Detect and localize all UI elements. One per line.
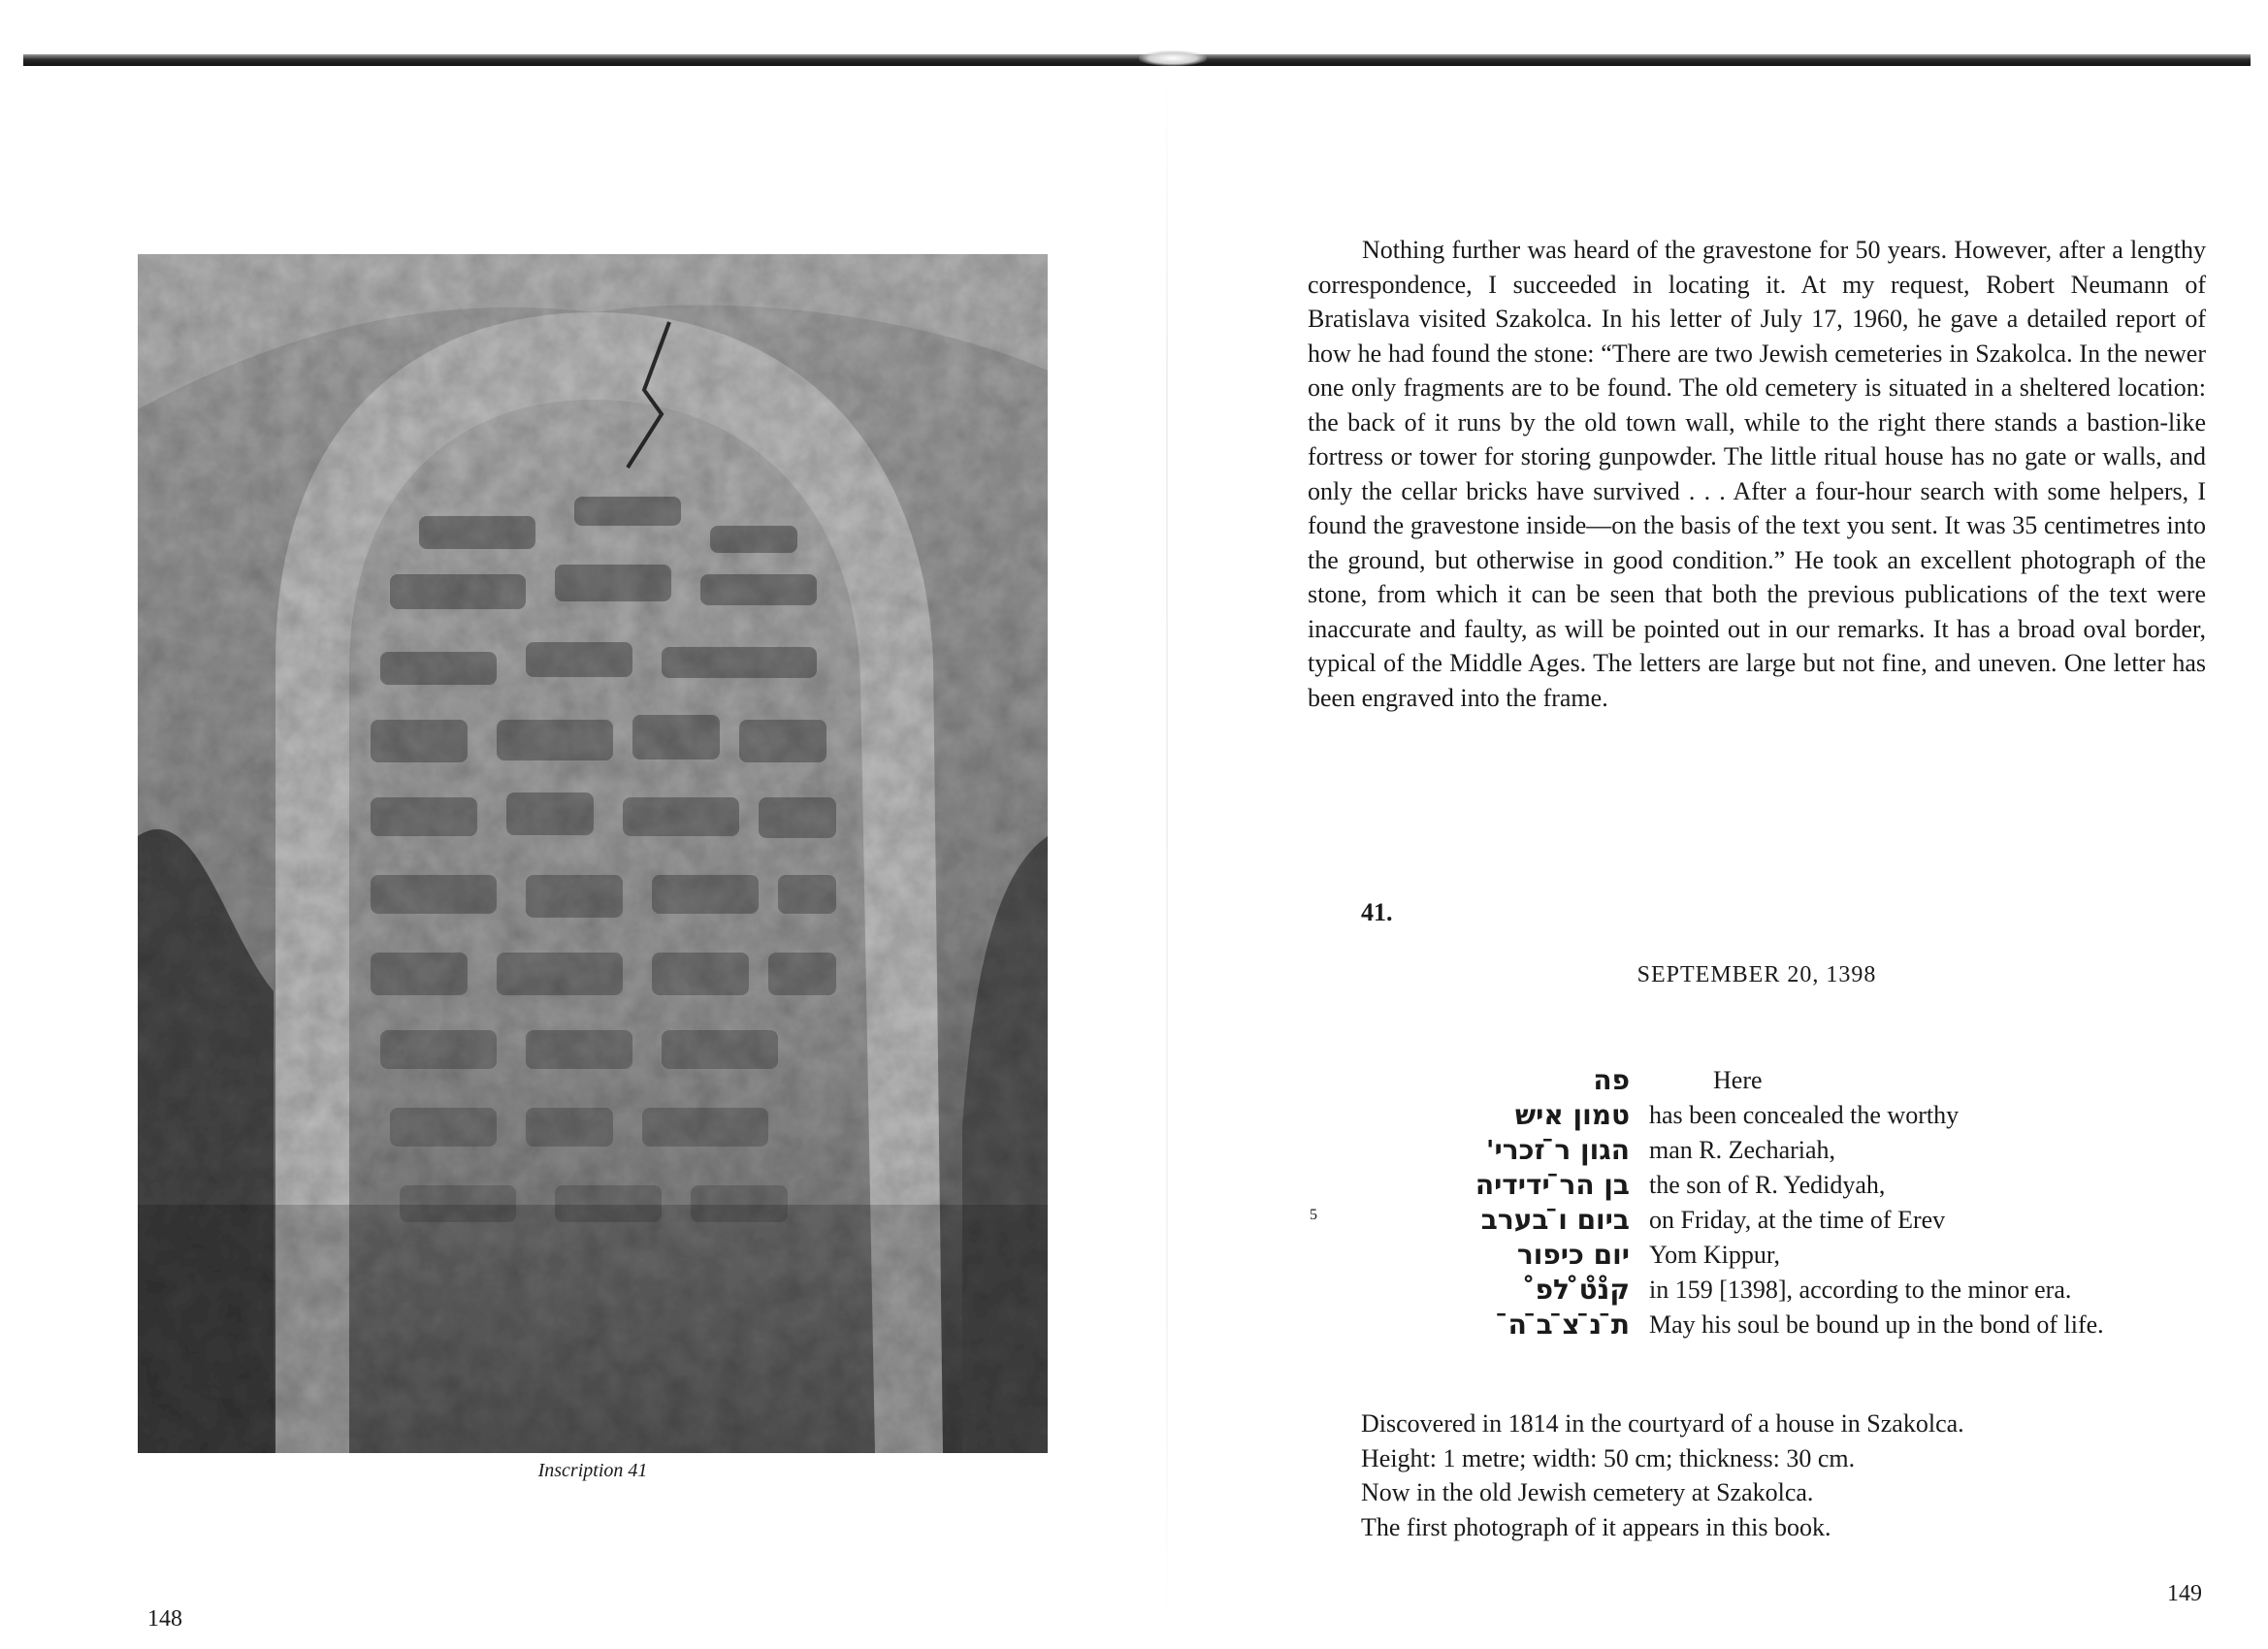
hebrew-text: בן הר̄ ידידיה xyxy=(1474,1169,1630,1201)
scan-glare xyxy=(1139,50,1207,66)
hebrew-text: ביום ו̄ בערב xyxy=(1480,1204,1630,1236)
english-translation: May his soul be bound up in the bond of life. xyxy=(1649,1310,2104,1339)
hebrew-text: הגון ר̄ זכרי' xyxy=(1485,1134,1630,1166)
page-number-left: 148 xyxy=(147,1606,182,1632)
note-line: Discovered in 1814 in the courtyard of a house in Szakolca. xyxy=(1361,1409,1964,1438)
entry-number: 41. xyxy=(1361,898,1393,926)
english-translation: Yom Kippur, xyxy=(1649,1241,1781,1269)
note-line: The first photograph of it appears in this book. xyxy=(1361,1512,1831,1541)
photo-caption: Inscription 41 xyxy=(537,1460,648,1481)
line-marker: 5 xyxy=(1310,1207,1317,1223)
english-translation: the son of R. Yedidyah, xyxy=(1649,1171,1886,1199)
body-paragraph: Nothing further was heard of the gravestone for 50 years. However, after a lengthy correspondence, I succeeded in locating it. At my request, Robert Neumann of Bratislava visited Szakolca. In his letter of July 17, 1960, he gave a detailed report of how he had found the stone: “There are two Jewish cemeteries in Szakolca. In the newer one only fragments are to be found. The old cemetery is situated in a sheltered location: the back of it runs by the old town wall, while to the right there stands a bastion-like fortress or tower for storing gunpowder. The little ritual house has no gate or walls, and only the cellar bricks have survived . . . After a four-hour search with some helpers, I found the gravestone inside—on the basis of the text you sent. It was 35 centimetres into the ground, but otherwise in good condition.” He took an excellent photograph of the stone, from which it can be seen that both the previous publications of the text were inaccurate and faulty, as will be pointed out in our remarks. It has a broad oval border, typical of the Middle Ages. The letters are large but not fine, and uneven. One letter has been engraved into the frame. xyxy=(1308,236,2206,712)
note-line: Now in the old Jewish cemetery at Szakolca. xyxy=(1361,1478,1814,1506)
gravestone-photo xyxy=(138,254,1048,1453)
scan-top-edge xyxy=(23,54,2251,66)
page-number-right: 149 xyxy=(2167,1581,2202,1606)
entry-date: SEPTEMBER 20, 1398 xyxy=(1636,962,1877,987)
hebrew-text: פה xyxy=(1593,1064,1630,1096)
english-translation: man R. Zechariah, xyxy=(1649,1136,1836,1164)
note-line: Height: 1 metre; width: 50 cm; thickness: 30 cm. xyxy=(1361,1443,1856,1472)
hebrew-text: טמון איש xyxy=(1514,1099,1630,1131)
english-translation: on Friday, at the time of Erev xyxy=(1649,1206,1946,1234)
hebrew-text: ק̊נ̊ט̊ לפ̊ xyxy=(1535,1274,1630,1306)
hebrew-text: ת̄ נ̄ צ̄ ב̄ ה̄ xyxy=(1507,1309,1630,1341)
book-gutter xyxy=(1166,76,1168,1628)
provenance-notes xyxy=(1361,1406,1964,1544)
english-translation: Here xyxy=(1713,1066,1763,1094)
english-translation: in 159 [1398], according to the minor era. xyxy=(1649,1276,2072,1304)
english-translation: has been concealed the worthy xyxy=(1649,1101,1960,1129)
hebrew-text: יום כיפור xyxy=(1516,1239,1630,1271)
